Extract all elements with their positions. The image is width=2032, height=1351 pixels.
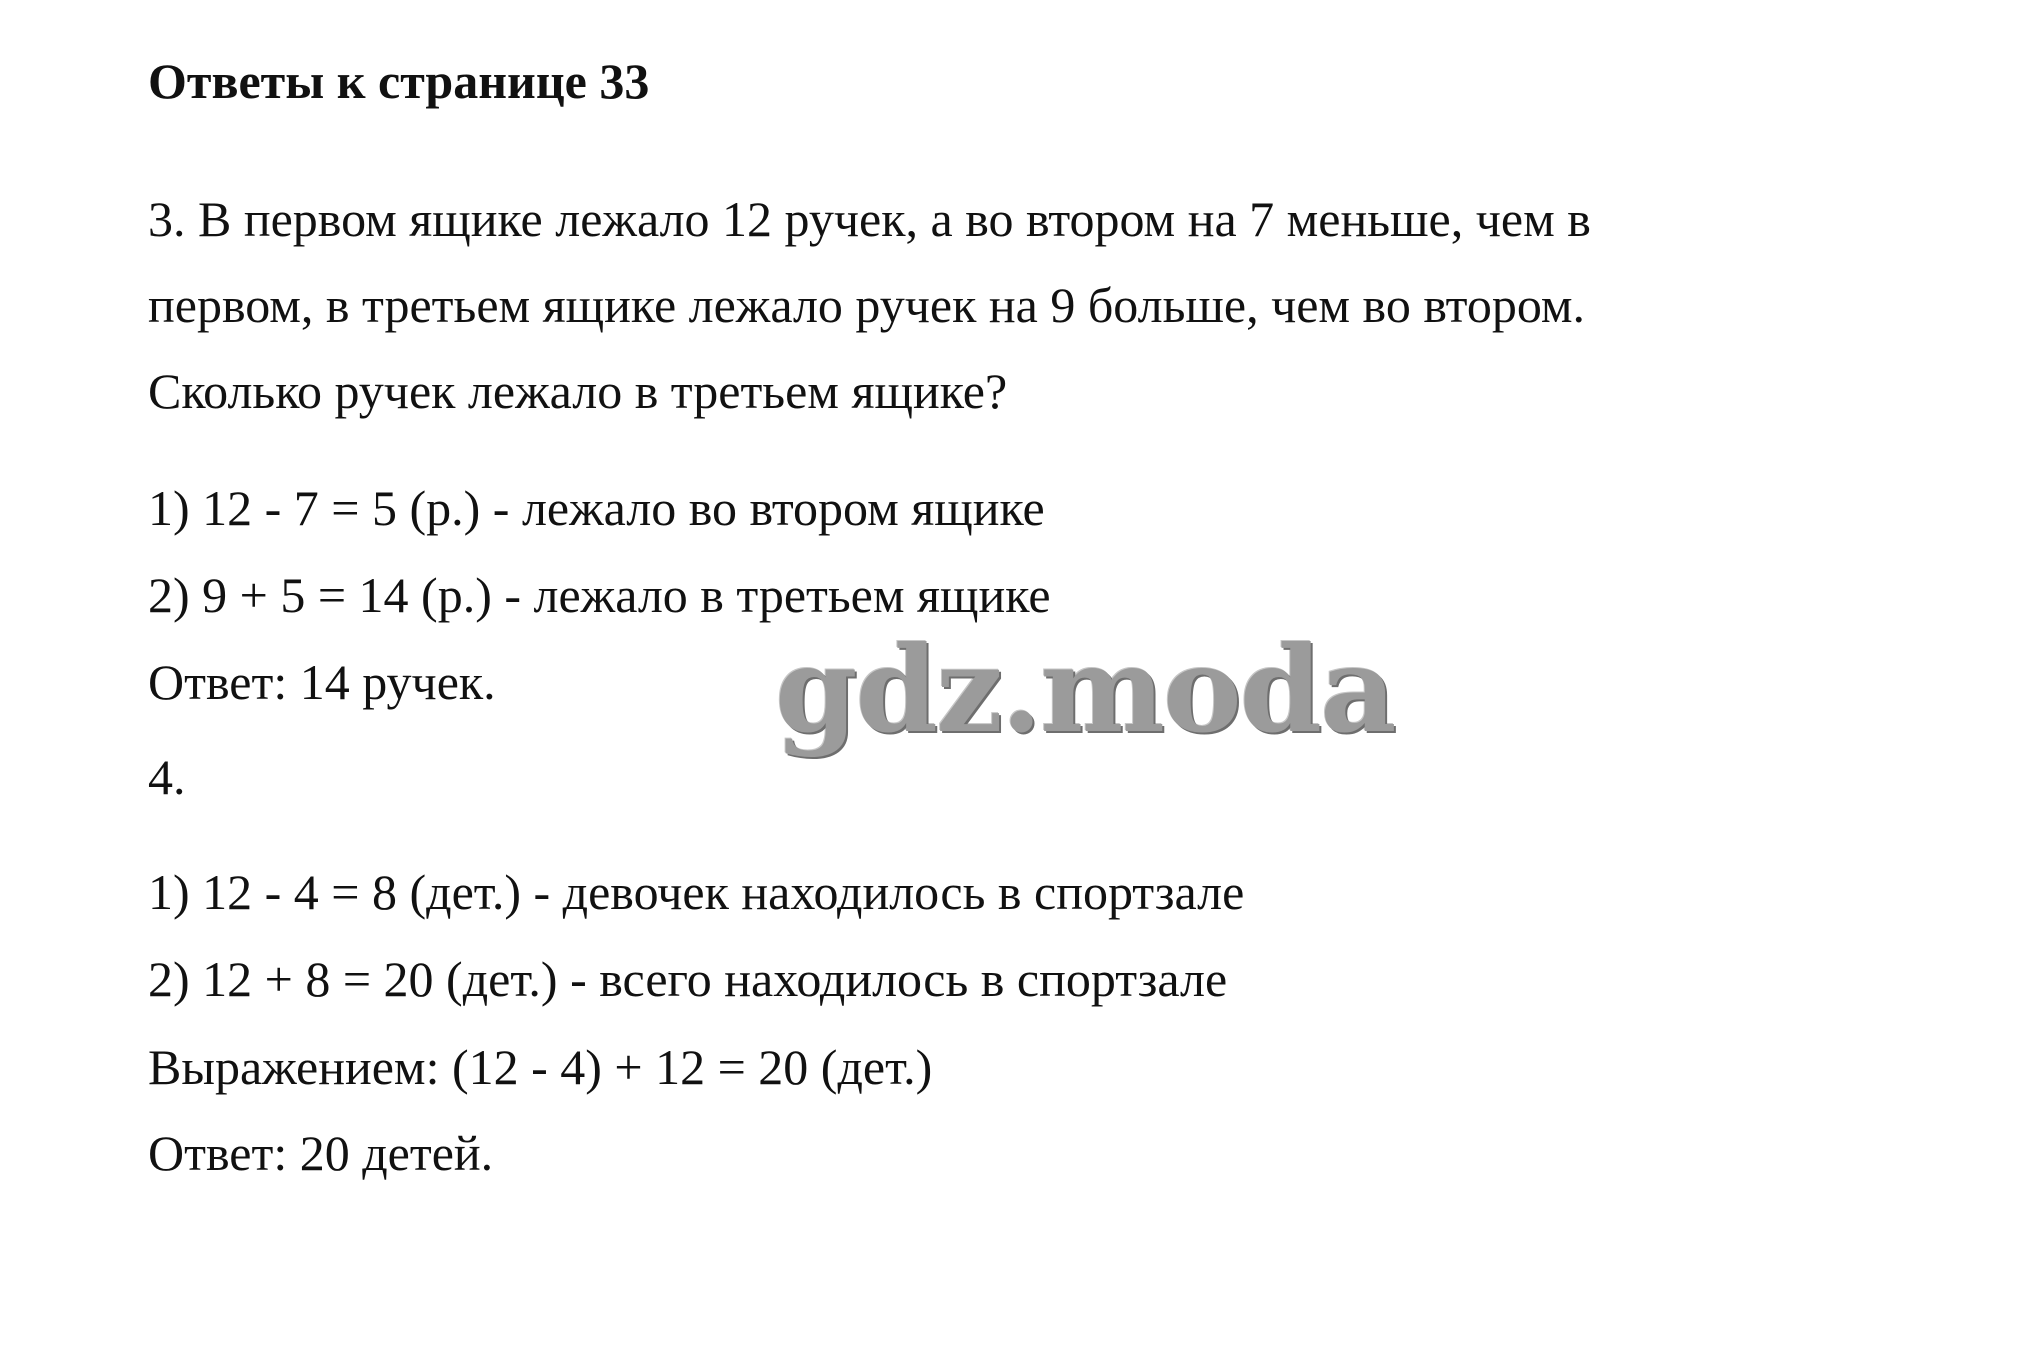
problem3-step1: 1) 12 - 7 = 5 (р.) - лежало во втором ящике [148, 480, 1045, 536]
problem3-answer: Ответ: 14 ручек. [148, 654, 496, 710]
problem4-expression: Выражением: (12 - 4) + 12 = 20 (дет.) [148, 1039, 933, 1095]
problem3-text-line2: первом, в третьем ящике лежало ручек на 9 больше, чем во втором. [148, 277, 1586, 333]
problem3-text-line3: Сколько ручек лежало в третьем ящике? [148, 363, 1008, 419]
problem3-step2: 2) 9 + 5 = 14 (р.) - лежало в третьем ящике [148, 567, 1051, 623]
page-heading: Ответы к странице 33 [148, 53, 650, 109]
problem4-number: 4. [148, 749, 186, 805]
problem4-step2: 2) 12 + 8 = 20 (дет.) - всего находилось в спортзале [148, 951, 1228, 1007]
watermark-logo: gdz.moda [775, 620, 1395, 759]
problem4-answer: Ответ: 20 детей. [148, 1125, 494, 1181]
problem4-step1: 1) 12 - 4 = 8 (дет.) - девочек находилось в спортзале [148, 864, 1245, 920]
problem3-text-line1: 3. В первом ящике лежало 12 ручек, а во втором на 7 меньше, чем в [148, 191, 1591, 247]
